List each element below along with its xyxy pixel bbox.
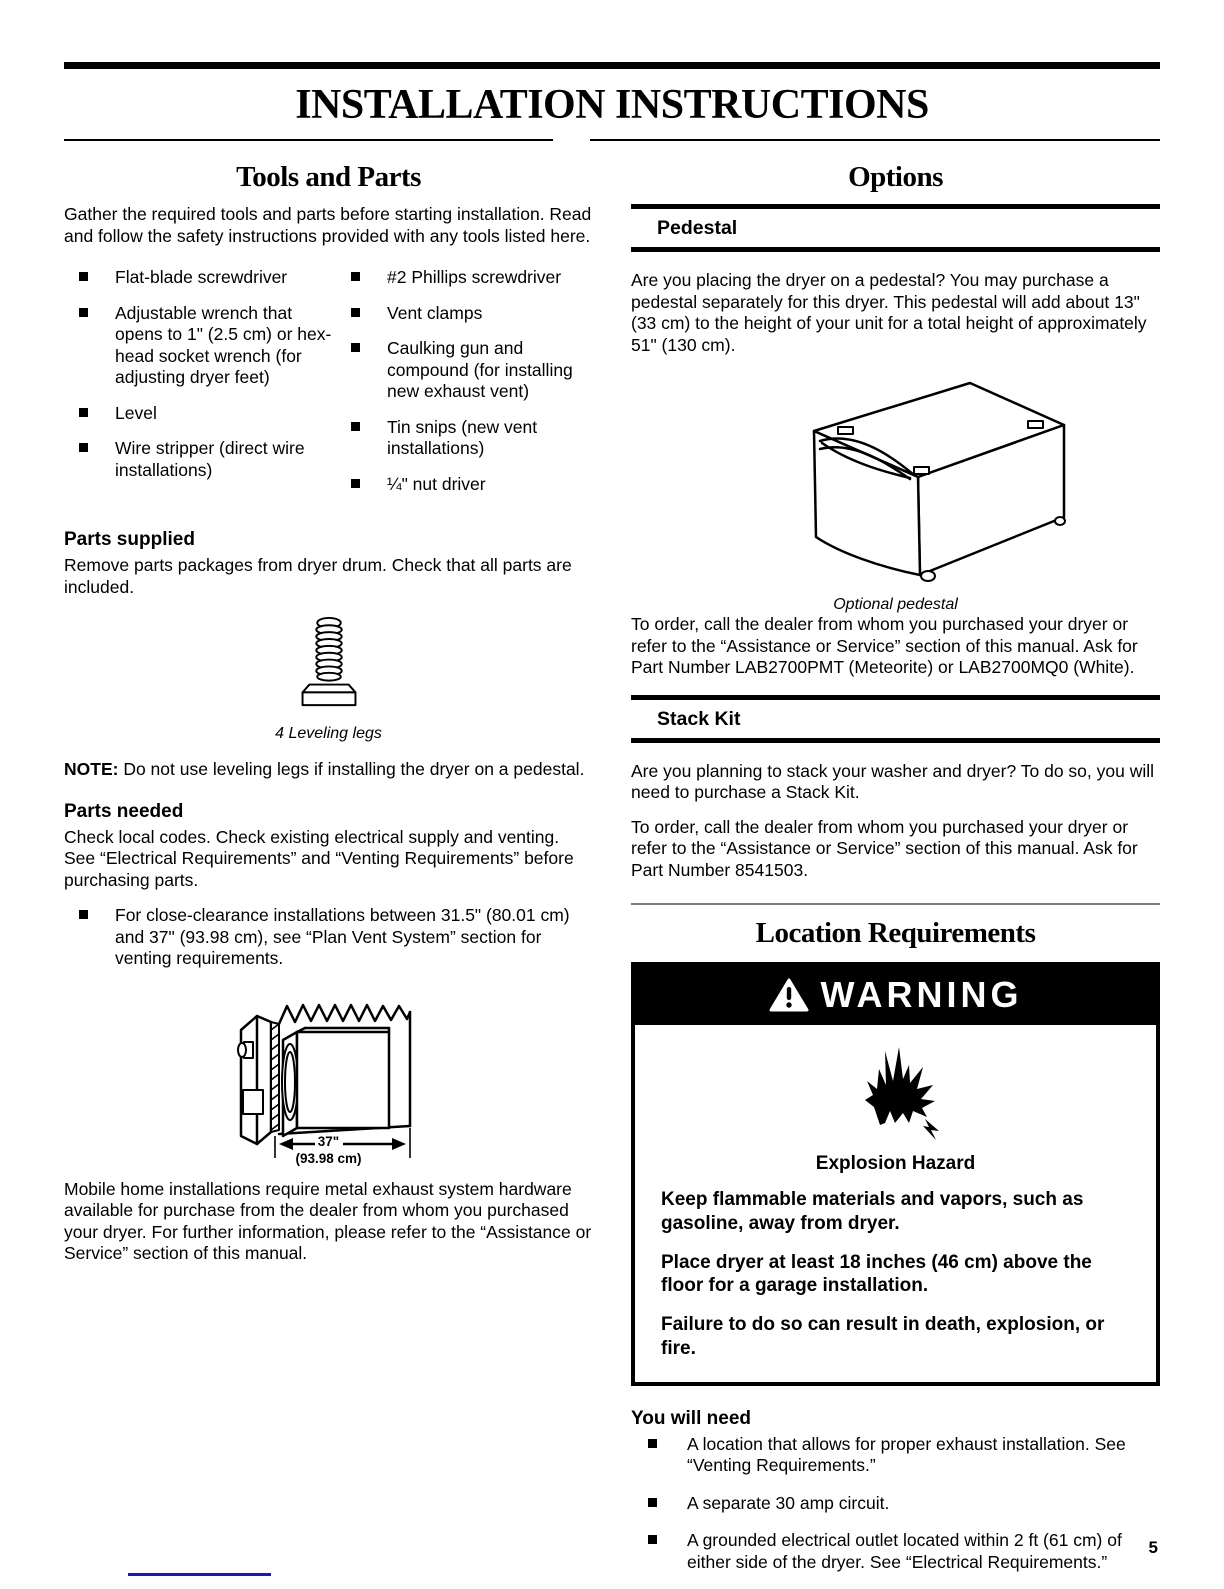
leveling-leg-illustration: [297, 614, 361, 712]
list-item-text: #2 Phillips screwdriver: [387, 267, 562, 288]
square-bullet-icon: [79, 408, 88, 417]
page-number: 5: [1148, 1538, 1158, 1557]
pedestal-section-header: [631, 204, 1160, 252]
leveling-leg-figure: [64, 614, 593, 743]
pedestal-figure: [631, 369, 1160, 614]
list-item-text: Adjustable wrench that opens to 1" (2.5 cm) or hex-head socket wrench (for adjusting dryer feet): [115, 302, 332, 388]
list-item-text: For close-clearance installations between 31.5" (80.01 cm) and 37" (93.98 cm), see “Plan Vent System” section for venting requirements.: [115, 905, 570, 969]
list-item: [351, 417, 593, 460]
list-item: [648, 1530, 1160, 1573]
list-item: [351, 338, 593, 403]
square-bullet-icon: [351, 272, 360, 281]
square-bullet-icon: [351, 422, 360, 431]
warning-line: Failure to do so can result in death, explosion, or fire.: [661, 1314, 1105, 1359]
square-bullet-icon: [351, 308, 360, 317]
list-item: [79, 438, 341, 481]
title-underline-left: [64, 139, 553, 141]
square-bullet-icon: [351, 479, 360, 488]
pedestal-order-paragraph: To order, call the dealer from whom you purchased your dryer or refer to the “Assistance or Service” section of this manual. Ask for Part Number LAB2700PMT (Meteorite) or LAB2700MQ0 (White).: [631, 614, 1138, 678]
list-item-text: Flat-blade screwdriver: [115, 267, 288, 288]
warning-banner: [635, 966, 1156, 1025]
explosion-icon: [843, 1043, 948, 1143]
list-item: [648, 1493, 1160, 1515]
heading-location-requirements: Location Requirements: [755, 917, 1036, 950]
left-column: [64, 155, 593, 1589]
two-column-layout: [64, 155, 1160, 1589]
warning-line: Keep flammable materials and vapors, such as gasoline, away from dryer.: [661, 1189, 1084, 1234]
dimension-inches: 37": [317, 1134, 340, 1150]
right-column: [631, 155, 1160, 1589]
list-item-text: Vent clamps: [387, 302, 483, 323]
parts-needed-paragraph: Check local codes. Check existing electrical supply and venting. See “Electrical Requirements” and “Venting Requirements” before purchasing parts.: [64, 826, 574, 890]
note-paragraph: [64, 759, 593, 781]
dimension-label: [231, 1134, 426, 1166]
heading-parts-supplied: Parts supplied: [64, 529, 195, 551]
section-divider: [631, 903, 1160, 905]
parts-supplied-paragraph: Remove parts packages from dryer drum. Check that all parts are included.: [64, 555, 572, 597]
square-bullet-icon: [79, 272, 88, 281]
warning-line: Place dryer at least 18 inches (46 cm) above the floor for a garage installation.: [661, 1251, 1092, 1297]
list-item: [79, 403, 341, 425]
tools-list: [64, 267, 593, 509]
heading-you-will-need: You will need: [631, 1407, 751, 1429]
note-body: Do not use leveling legs if installing the dryer on a pedestal.: [118, 759, 585, 780]
square-bullet-icon: [648, 1498, 657, 1507]
tools-intro-paragraph: Gather the required tools and parts before starting installation. Read and follow the safety instructions provided with any tools listed here.: [64, 204, 592, 246]
heading-options: Options: [848, 161, 943, 193]
list-item-text: A grounded electrical outlet located within 2 ft (61 cm) of either side of the dryer. See “Electrical Requirements.”: [687, 1530, 1122, 1572]
you-will-need-list: [631, 1434, 1160, 1574]
note-label: NOTE:: [64, 759, 119, 780]
list-item-text: A location that allows for proper exhaust installation. See “Venting Requirements.”: [687, 1433, 1126, 1476]
square-bullet-icon: [648, 1439, 657, 1448]
square-bullet-icon: [351, 343, 360, 352]
tools-list-column-1: [79, 267, 351, 509]
close-clearance-figure: [231, 986, 426, 1169]
heading-tools-and-parts: Tools and Parts: [236, 161, 421, 193]
square-bullet-icon: [79, 308, 88, 317]
stack-kit-header-label: Stack Kit: [657, 707, 741, 730]
list-item-text: A separate 30 amp circuit.: [687, 1492, 890, 1513]
square-bullet-icon: [79, 443, 88, 452]
stack-kit-order-paragraph: To order, call the dealer from whom you purchased your dryer or refer to the “Assistance or Service” section of this manual. Ask for Part Number 8541503.: [631, 816, 1138, 880]
list-item: [351, 303, 593, 325]
heading-parts-needed: Parts needed: [64, 800, 184, 822]
figure-caption: 4 Leveling legs: [275, 725, 382, 743]
hazard-title: Explosion Hazard: [815, 1153, 976, 1175]
pedestal-illustration: [722, 369, 1070, 583]
warning-body: [635, 1025, 1156, 1382]
list-item: [79, 303, 341, 389]
title-underline: [64, 139, 1160, 141]
pedestal-paragraph: Are you placing the dryer on a pedestal? You may purchase a pedestal separately for this dryer. This pedestal will add about 13" (33 cm) to the height of your unit for a total height of approximately 51" (130 cm).: [631, 270, 1147, 355]
pedestal-header-label: Pedestal: [657, 217, 738, 239]
square-bullet-icon: [648, 1535, 657, 1544]
list-item: [648, 1434, 1160, 1477]
page-title: INSTALLATION INSTRUCTIONS: [295, 82, 929, 128]
dimension-cm: (93.98 cm): [295, 1150, 362, 1166]
warning-box: [631, 962, 1160, 1386]
mobile-home-paragraph: Mobile home installations require metal exhaust system hardware available for purchase from the dealer from whom you purchased your dryer. For further information, please refer to the “Assistance or Service” section of this manual.: [64, 1178, 592, 1264]
footer-blue-line: [128, 1573, 271, 1576]
title-underline-right: [590, 139, 1160, 141]
list-item: [351, 474, 593, 496]
tools-list-column-2: [351, 267, 593, 509]
list-item-text: Wire stripper (direct wire installations): [115, 438, 305, 480]
top-rule: [64, 62, 1160, 69]
list-item-text: Caulking gun and compound (for installing new exhaust vent): [387, 338, 573, 402]
warning-banner-text: WARNING: [820, 974, 1023, 1016]
list-item-text: Level: [115, 402, 157, 423]
warning-triangle-icon: [769, 978, 809, 1012]
list-item: [79, 267, 341, 289]
list-item-text: Tin snips (new vent installations): [387, 416, 538, 459]
list-item: [79, 905, 593, 970]
parts-needed-list: [64, 905, 593, 970]
stack-kit-paragraph: Are you planning to stack your washer and dryer? To do so, you will need to purchase a Stack Kit.: [631, 760, 1155, 803]
figure-caption: Optional pedestal: [833, 596, 958, 614]
list-item-text: ¼" nut driver: [387, 473, 486, 494]
list-item: [351, 267, 593, 289]
square-bullet-icon: [79, 910, 88, 919]
stack-kit-section-header: [631, 695, 1160, 743]
